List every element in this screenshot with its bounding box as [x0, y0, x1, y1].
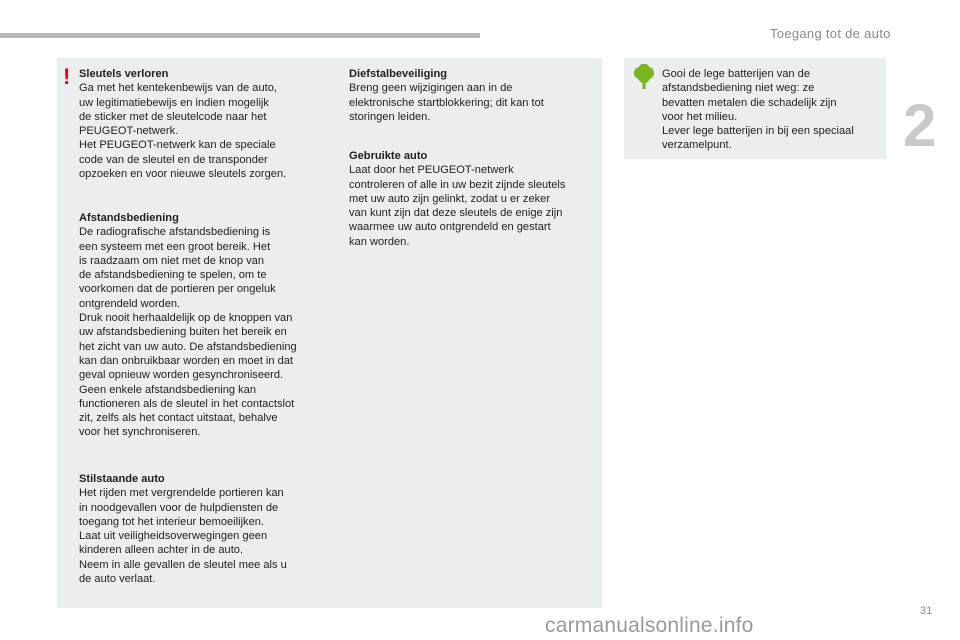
text-line: storingen leiden. — [349, 110, 431, 123]
page-number: 31 — [920, 605, 933, 617]
text-line: Het rijden met vergrendelde portieren kan — [79, 487, 284, 500]
text-line: Het PEUGEOT-netwerk kan de speciale — [79, 139, 276, 152]
text-line: verzamelpunt. — [662, 139, 732, 152]
text-line: Neem in alle gevallen de sleutel mee als u — [79, 558, 287, 571]
text-line: PEUGEOT-netwerk. — [79, 125, 179, 138]
text-line: voorkomen dat de portieren per ongeluk — [79, 283, 276, 296]
section-heading: Afstandsbediening — [79, 212, 179, 224]
section-heading: Diefstalbeveiliging — [349, 68, 448, 80]
section-heading: Gebruikte auto — [349, 150, 428, 162]
chapter-title: Toegang tot de auto — [770, 26, 891, 41]
text-line: controleren of alle in uw bezit zijnde sleutels — [349, 178, 566, 191]
eco-note-text — [662, 67, 884, 153]
used-car-section — [349, 149, 599, 249]
text-line: de sticker met de sleutelcode naar het — [79, 110, 267, 123]
text-line: voor het synchroniseren. — [79, 426, 201, 439]
text-line: bevatten metalen die schadelijk zijn — [662, 96, 837, 109]
text-line: van kunt zijn dat deze sleutels de enige zijn — [349, 207, 563, 220]
text-line: elektronische startblokkering; dit kan tot — [349, 96, 544, 109]
text-line: Druk nooit herhaaldelijk op de knoppen van — [79, 312, 293, 325]
text-line: een systeem met een groot bereik. Het — [79, 240, 271, 253]
text-line: toegang tot het interieur bemoeilijken. — [79, 515, 265, 528]
text-line: uw legitimatiebewijs en indien mogelijk — [79, 96, 269, 109]
text-line: code van de sleutel en de transponder — [79, 153, 268, 166]
text-line: Breng geen wijzigingen aan in de — [349, 82, 513, 95]
text-line: functioneren als de sleutel in het contactslot — [79, 397, 295, 410]
section-heading: Stilstaande auto — [79, 473, 165, 485]
exclamation-icon: ! — [63, 64, 71, 89]
text-line: kan dan onbruikbaar worden en moet in dat — [79, 354, 294, 367]
text-line: Laat uit veiligheidsoverwegingen geen — [79, 530, 268, 543]
text-line: Geen enkele afstandsbediening kan — [79, 383, 257, 396]
text-line: kinderen alleen achter in de auto. — [79, 544, 244, 557]
text-line: afstandsbediening niet weg: ze — [662, 82, 815, 95]
text-line: opzoeken en voor nieuwe sleutels zorgen. — [79, 168, 287, 181]
tree-icon — [632, 64, 656, 90]
remote-control-section — [79, 211, 329, 440]
chapter-number: 2 — [903, 92, 937, 159]
text-line: Ga met het kentekenbewijs van de auto, — [79, 82, 277, 95]
text-line: uw afstandsbediening buiten het bereik en — [79, 326, 287, 339]
lost-keys-section — [79, 67, 329, 181]
text-line: Lever lege batterijen in bij een speciaal — [662, 125, 854, 138]
section-heading: Sleutels verloren — [79, 68, 169, 80]
text-line: geval opnieuw worden gesynchroniseerd. — [79, 369, 284, 382]
text-line: Gooi de lege batterijen van de — [662, 68, 811, 80]
parked-car-section — [79, 472, 329, 586]
watermark: carmanualsonline.info — [545, 614, 754, 637]
text-line: Laat door het PEUGEOT-netwerk — [349, 164, 514, 177]
text-line: de auto verlaat. — [79, 573, 156, 586]
anti-theft-section — [349, 67, 599, 124]
header-rule — [0, 33, 480, 38]
text-line: met uw auto zijn gelinkt, zodat u er zeker — [349, 192, 551, 205]
text-line: voor het milieu. — [662, 110, 738, 123]
text-line: in noodgevallen voor de hulpdiensten de — [79, 501, 279, 514]
text-line: de afstandsbediening te spelen, om te — [79, 269, 267, 282]
text-line: het zicht van uw auto. De afstandsbediening — [79, 340, 297, 353]
text-line: is raadzaam om niet met de knop van — [79, 254, 264, 267]
text-line: waarmee uw auto ontgrendeld en gestart — [349, 221, 551, 234]
text-line: De radiografische afstandsbediening is — [79, 226, 271, 239]
text-line: ontgrendeld worden. — [79, 297, 181, 310]
text-line: kan worden. — [349, 235, 410, 248]
text-line: zit, zelfs als het contact uitstaat, behalve — [79, 412, 278, 425]
